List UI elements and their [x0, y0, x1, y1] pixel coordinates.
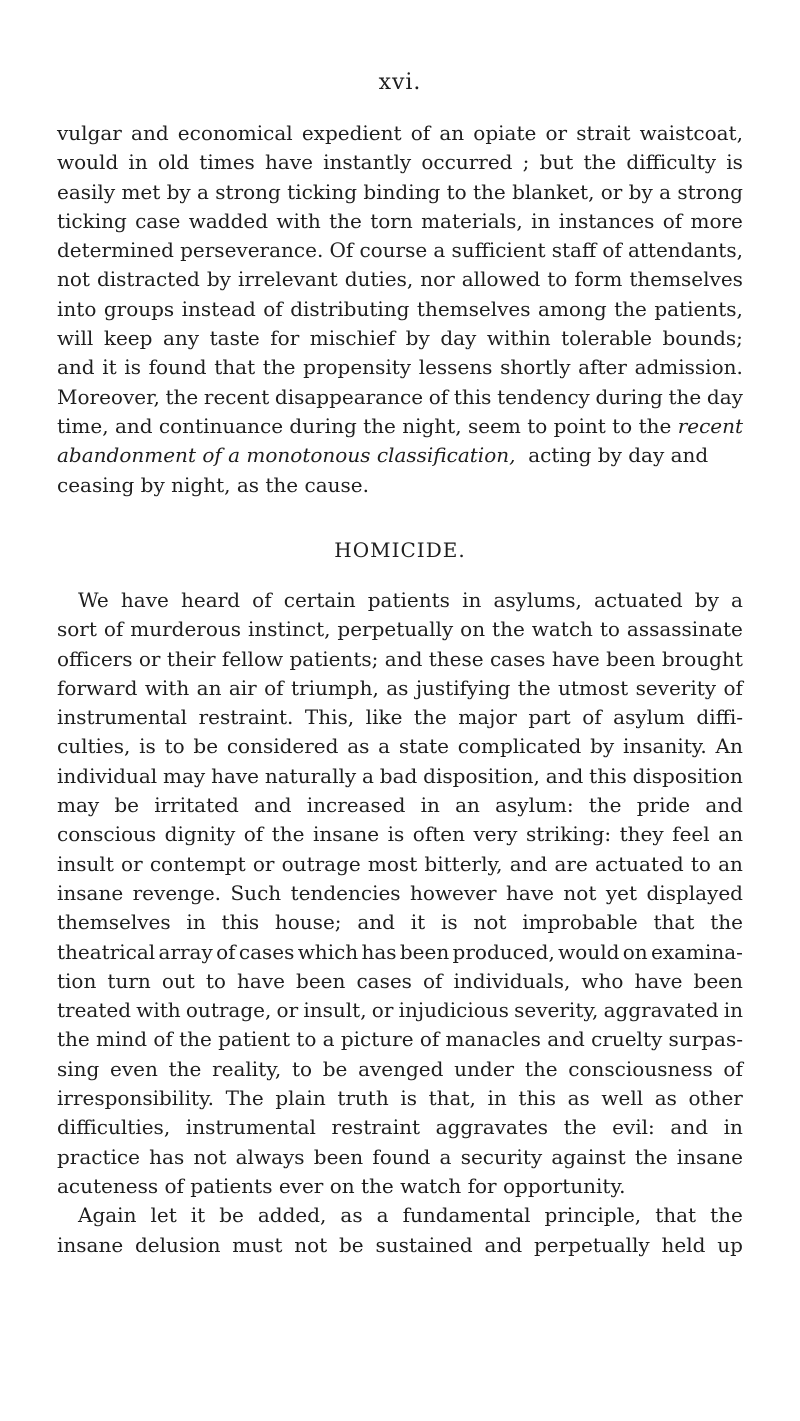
text-line-mixed: [57, 441, 743, 470]
text-line: individual may have naturally a bad disposition, and this disposition: [57, 763, 743, 788]
text-line: theatrical array of cases which has been produced, would on examina-: [57, 939, 743, 964]
text-line: and it is found that the propensity lessens shortly after admission.: [57, 355, 743, 380]
text-line: Moreover, the recent disappearance of this tendency during the day: [57, 384, 743, 409]
text-line: ceasing by night, as the cause.: [57, 472, 369, 497]
text-line: forward with an air of triumph, as justifying the utmost severity of: [57, 675, 743, 700]
text-line-mixed: [57, 412, 743, 441]
text-line: difficulties, instrumental restraint aggravates the evil: and in: [57, 1115, 743, 1140]
italic-text: recent: [677, 413, 744, 438]
paragraph-continuation: [57, 119, 743, 500]
text-line: vulgar and economical expedient of an opiate or strait waistcoat,: [57, 121, 743, 145]
text-line: into groups instead of distributing themselves among the patients,: [57, 296, 743, 321]
text-line: insult or contempt or outrage most bitterly, and are actuated to an: [57, 851, 743, 876]
section-heading: HOMICIDE.: [334, 538, 466, 562]
text-line: insane delusion must not be sustained and perpetually held up: [57, 1232, 743, 1257]
text-line: Again let it be added, as a fundamental principle, that the: [78, 1203, 743, 1228]
text-line: may be irritated and increased in an asylum: the pride and: [57, 793, 743, 818]
text-line: officers or their fellow patients; and these cases have been brought: [57, 646, 743, 671]
paragraph-homicide: [57, 586, 743, 1260]
text-line: irresponsibility. The plain truth is that, in this as well as other: [57, 1086, 743, 1111]
text-line: sing even the reality, to be avenged under the consciousness of: [57, 1056, 743, 1081]
page-number: xvi.: [378, 70, 422, 95]
text-line: acuteness of patients ever on the watch for opportunity.: [57, 1173, 626, 1198]
text-run: time, and continuance during the night, seem to point to the: [57, 413, 672, 438]
text-line: conscious dignity of the insane is often very striking: they feel an: [57, 822, 743, 847]
text-line: insane revenge. Such tendencies however have not yet displayed: [57, 880, 743, 905]
text-line: themselves in this house; and it is not improbable that the: [57, 910, 743, 935]
text-line: not distracted by irrelevant duties, nor allowed to form themselves: [57, 267, 743, 292]
text-line: determined perseverance. Of course a sufficient staff of attendants,: [57, 238, 743, 263]
text-line: tion turn out to have been cases of individuals, who have been: [57, 968, 743, 993]
text-line: the mind of the patient to a picture of manacles and cruelty surpas-: [57, 1027, 743, 1052]
text-line: practice has not always been found a security against the insane: [57, 1144, 743, 1169]
text-line: instrumental restraint. This, like the major part of asylum diffi-: [57, 705, 743, 730]
text-line: sort of murderous instinct, perpetually on the watch to assassinate: [57, 617, 743, 642]
text-line: will keep any taste for mischief by day within tolerable bounds;: [57, 326, 743, 351]
text-line: easily met by a strong ticking binding to the blanket, or by a strong: [57, 179, 743, 204]
text-line: treated with outrage, or insult, or injudicious severity, aggravated in: [57, 998, 743, 1023]
italic-text: abandonment of a monotonous classification,: [57, 443, 516, 468]
text-line: would in old times have instantly occurred ; but the difficulty is: [57, 150, 743, 175]
text-line: culties, is to be considered as a state complicated by insanity. An: [57, 734, 743, 759]
text-line: ticking case wadded with the torn materials, in instances of more: [57, 208, 743, 233]
text-line: We have heard of certain patients in asylums, actuated by a: [78, 588, 743, 612]
text-run: acting by day and: [528, 443, 709, 468]
